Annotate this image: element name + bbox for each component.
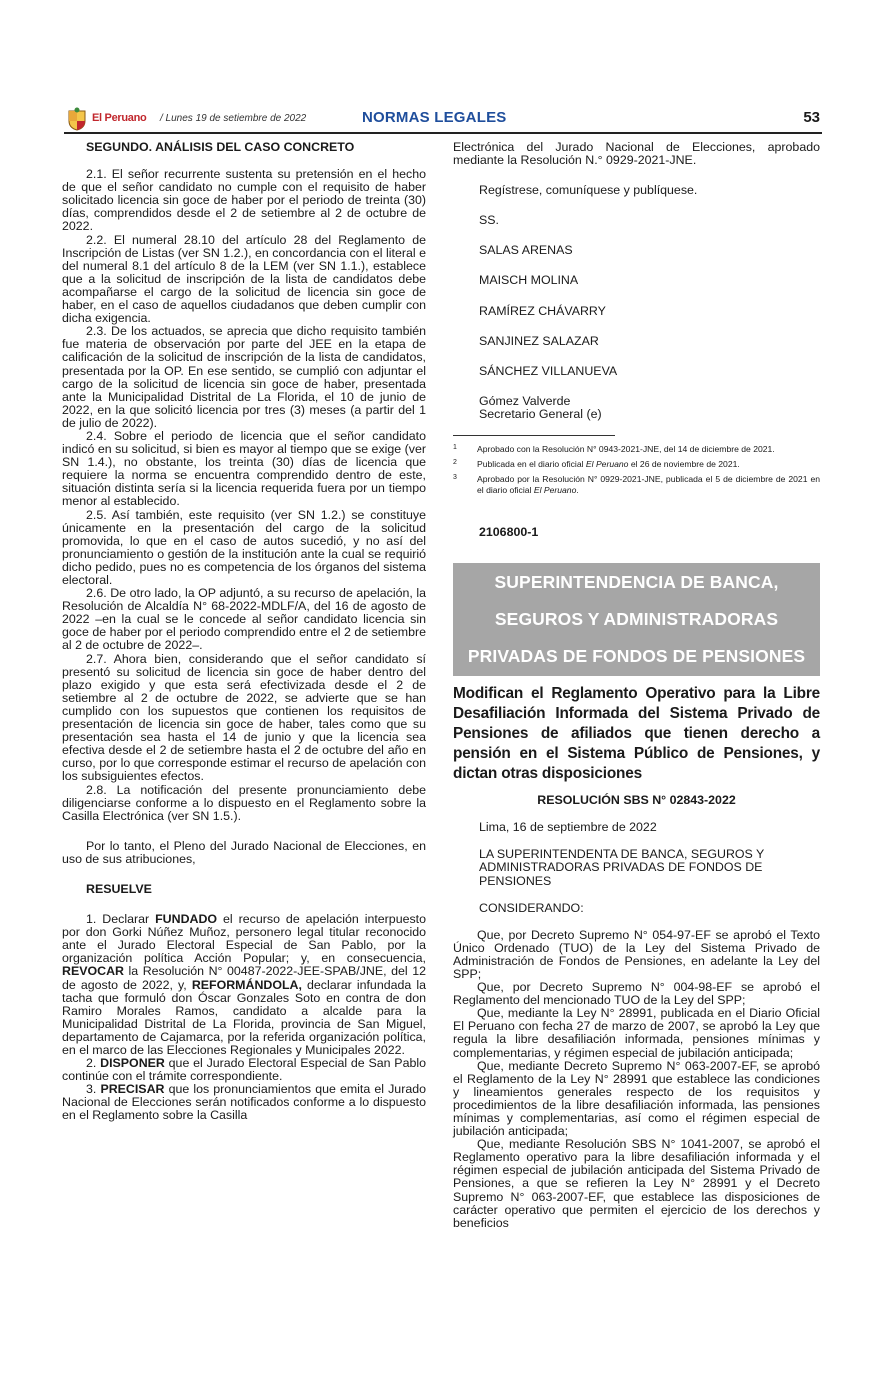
- closing-formula: Regístrese, comuníquese y publíquese.: [479, 183, 698, 198]
- text: 1. Declarar: [86, 912, 156, 927]
- article-title: Modifican el Reglamento Operativo para la Libre Desafiliación Informada del Sistema Privado de Pensiones de afiliados que tienen derecho a pensión en el Sistema Público de Pensiones, y dictan otras disposiciones: [453, 685, 820, 783]
- left-column: [62, 141, 426, 1123]
- footnote-text: Aprobado con la Resolución N° 0943-2021-JNE, del 14 de diciembre de 2021.: [477, 444, 775, 455]
- keyword-fundado: FUNDADO: [155, 912, 218, 927]
- keyword-reformandola: REFORMÁNDOLA,: [191, 977, 302, 992]
- text: que los pronunciamientos que emita el Jurado Nacional de Elecciones serán notificados conforme a lo dispuesto en el Reglamento sobre la Casilla: [62, 1082, 426, 1123]
- section-title: NORMAS LEGALES: [362, 109, 507, 126]
- footnote-text-italic: El Peruano: [533, 485, 577, 496]
- header-rule: [64, 132, 822, 134]
- section-heading: SEGUNDO. ANÁLISIS DEL CASO CONCRETO: [86, 140, 355, 154]
- signer-name: MAISCH MOLINA: [479, 273, 579, 288]
- paragraph-2-6: 2.6. De otro lado, la OP adjuntó, a su recurso de apelación, la Resolución de Alcaldía N° 68-2022-MDLF/A, del 16 de agosto de 2022 –en la cual se le concede al señor candidato licencia sin goce de haber por el periodo comprendido entre el 2 de setiembre al 2 de octubre de 2022–.: [62, 586, 426, 653]
- banner-line: SEGUROS Y ADMINISTRADORAS: [494, 609, 779, 630]
- whereas-clause: Que, mediante la Ley N° 28991, publicada en el Diario Oficial El Peruano con fecha 27 de marzo de 2007, se aprobó la Ley que regula la libre desafiliación informada, pensiones mínimas y complementarias, y régimen especial de jubilación anticipada;: [453, 1006, 820, 1060]
- footnote-text-italic: El Peruano: [585, 459, 629, 470]
- resolution-item-1: [62, 913, 426, 1057]
- signer-name: RAMÍREZ CHÁVARRY: [479, 303, 606, 318]
- whereas-clause: Que, por Decreto Supremo N° 004-98-EF se aprobó el Reglamento del mencionado TUO de la Ley del SPP;: [453, 980, 820, 1008]
- right-column: [453, 141, 820, 1230]
- footnote: [453, 459, 820, 470]
- resolution-number: RESOLUCIÓN SBS N° 02843-2022: [537, 793, 736, 808]
- issuing-authority: LA SUPERINTENDENTA DE BANCA, SEGUROS Y ADMINISTRADORAS PRIVADAS DE FONDOS DE PENSIONES: [479, 847, 765, 888]
- keyword-revocar: REVOCAR: [62, 964, 124, 979]
- resolution-item-2: [62, 1057, 426, 1083]
- signer-name: SÁNCHEZ VILLANUEVA: [479, 363, 618, 378]
- text: 3.: [86, 1082, 101, 1097]
- signer-name: SANJINEZ SALAZAR: [479, 333, 599, 348]
- document-code: 2106800-1: [479, 525, 539, 540]
- secretary-title: Secretario General (e): [479, 406, 602, 421]
- whereas-clause: Que, por Decreto Supremo N° 054-97-EF se aprobó el Texto Único Ordenado (TUO) de la Ley del Sistema Privado de Administración de Fondos de Pensiones, en adelante la Ley del SPP;: [453, 927, 820, 981]
- text: que el Jurado Electoral Especial de San Pablo continúe con el trámite correspondiente.: [62, 1056, 426, 1084]
- footnote-text: el 26 de noviembre de 2021.: [628, 459, 740, 470]
- page-header: [64, 106, 822, 134]
- place-date: Lima, 16 de septiembre de 2022: [479, 820, 657, 835]
- secretary-name: Gómez Valverde: [479, 393, 571, 408]
- keyword-precisar: PRECISAR: [100, 1082, 165, 1097]
- keyword-disponer: DISPONER: [100, 1056, 165, 1071]
- footnote-text: .: [576, 485, 579, 496]
- banner-line: PRIVADAS DE FONDOS DE PENSIONES: [467, 646, 806, 667]
- issue-date: / Lunes 19 de setiembre de 2022: [160, 113, 307, 124]
- coat-of-arms-icon: [66, 107, 88, 131]
- paragraph-2-1: 2.1. El señor recurrente sustenta su pretensión en el hecho de que el señor candidato no cumple con el requisito de haber solicitado licencia sin goce de haber por el periodo de treinta (30) días, comprendidos desde el 2 de setiembre al 2 de octubre de 2022.: [62, 167, 426, 234]
- footnote: [453, 444, 820, 455]
- paragraph-2-3: 2.3. De los actuados, se aprecia que dicho requisito también fue materia de observación por parte del JEE en la etapa de calificación de la solicitud de inscripción de la lista de candidatos, presentada por la OP. En ese sentido, se cumplió con adjuntar el cargo de la solicitud de licencia sin goce de haber, presentada ante la Municipalidad Distrital de La Florida, el 10 de junio de 2022, en la que solicitó licencia por tres (3) meses (a partir del 1 de julio de 2022).: [62, 324, 426, 430]
- resolution-item-3: [62, 1083, 426, 1122]
- footnote-number: 1: [453, 444, 457, 452]
- paragraph-2-5: 2.5. Así también, este requisito (ver SN 1.2.) se constituye únicamente en la presentación del cargo de la solicitud promovida, lo que en el caso de autos sucedió, y no así del pronunciamiento o gestión de la institución ante la cual se requirió dicho pedido, pues no es competencia de los órganos del sistema electoral.: [62, 507, 426, 587]
- publication-name: El Peruano: [92, 112, 147, 124]
- text: la Resolución N° 00487-2022-JEE-SPAB/JNE, del 12 de agosto de 2022, y,: [62, 964, 426, 992]
- considerando-heading: CONSIDERANDO:: [479, 900, 584, 915]
- footnote-rule: [453, 435, 615, 436]
- paragraph-2-8: 2.8. La notificación del presente pronunciamiento debe diligenciarse conforme a lo dispuesto en el Reglamento sobre la Casilla Electrónica (ver SN 1.5.).: [62, 782, 426, 823]
- text: el recurso de apelación interpuesto por don Gorki Núñez Muñoz, personero legal titular reconocido ante el Jurado Electoral Especial de San Pablo, por la organización política Acción Popular; y, en consecuencia,: [62, 912, 427, 966]
- institution-banner: [453, 563, 820, 676]
- page-number: 53: [803, 109, 820, 126]
- footnote-number: 2: [453, 459, 457, 467]
- paragraph-por-lo-tanto: Por lo tanto, el Pleno del Jurado Nacional de Elecciones, en uso de sus atribuciones,: [62, 838, 426, 866]
- resuelve-heading: RESUELVE: [86, 881, 152, 896]
- paragraph-2-2: 2.2. El numeral 28.10 del artículo 28 del Reglamento de Inscripción de Listas (ver SN 1.2.), en concordancia con el literal e del numeral 8.1 del artículo 8 de la LEM (ver SN 1.1.), establece que a la solicitud de inscripción de la lista de candidatos debe acompañarse el cargo de la solicitud de licencia sin goce de haber, en el caso de aquellos ciudadanos que deben cumplir con dicha exigencia.: [62, 232, 426, 326]
- text: declarar infundada la tacha que formuló don Óscar Gonzales Soto en contra de don Ramiro Morales Ramos, candidato a alcalde para la Municipalidad Distrital de La Florida, provincia de San Miguel, departamento de Cajamarca, por la referida organización política, en el marco de las Elecciones Regionales y Municipales 2022.: [62, 977, 426, 1057]
- whereas-clause: Que, mediante Decreto Supremo N° 063-2007-EF, se aprobó el Reglamento de la Ley N° 28991 que establece las condiciones y lineamientos generales respecto de los requisitos y procedimientos de la libre desafiliación informada, las pensiones mínimas y complementarias, así como el régimen especial de jubilación anticipada;: [453, 1058, 820, 1139]
- continued-paragraph: Electrónica del Jurado Nacional de Elecciones, aprobado mediante la Resolución N.° 0929-2021-JNE.: [453, 140, 820, 168]
- footnote-number: 3: [453, 474, 457, 482]
- footnote-text: Publicada en el diario oficial: [477, 459, 586, 470]
- text: 2.: [86, 1056, 101, 1071]
- whereas-clause: Que, mediante Resolución SBS N° 1041-2007, se aprobó el Reglamento operativo para la libre desafiliación informada y el régimen especial de jubilación anticipada del Sistema Privado de Pensiones, a que se refieren la Ley N° 28991 y el Decreto Supremo N° 063-2007-EF, que establece las disposiciones de carácter operativo que permiten el ejercicio de los derechos y beneficios: [453, 1137, 820, 1230]
- paragraph-2-7: 2.7. Ahora bien, considerando que el señor candidato sí presentó su solicitud de licencia sin goce de haber dentro del plazo exigido y que esta será efectivizada desde el 2 de setiembre al 2 de octubre de 2022, se advierte que se han cumplido con los supuestos que contienen los requisitos de presentación de licencia sin goce de haber, tales como que su presentación sea hasta el 14 de junio y que la licencia sea efectiva desde el 2 de setiembre hasta el 2 de octubre del año en curso, por lo que corresponde estimar el recurso de apelación con los subsiguientes efectos.: [62, 651, 426, 784]
- paragraph-2-4: 2.4. Sobre el periodo de licencia que el señor candidato indicó en su solicitud, si bien es mayor al tiempo que se exige (ver SN 1.4.), no obstante, los treinta (30) días de licencia que requiere la norma se encuentra comprendido dentro de este, situación distinta sería si la licencia requerida fuera por un tiempo menor al establecido.: [62, 428, 426, 509]
- ss-label: SS.: [479, 213, 499, 228]
- banner-line: SUPERINTENDENCIA DE BANCA,: [494, 572, 779, 593]
- signer-name: SALAS ARENAS: [479, 243, 573, 258]
- footnote: [453, 474, 820, 496]
- footnote-text: Aprobado por la Resolución N° 0929-2021-JNE, publicada el 5 de diciembre de 2021 en el diario oficial: [477, 474, 820, 496]
